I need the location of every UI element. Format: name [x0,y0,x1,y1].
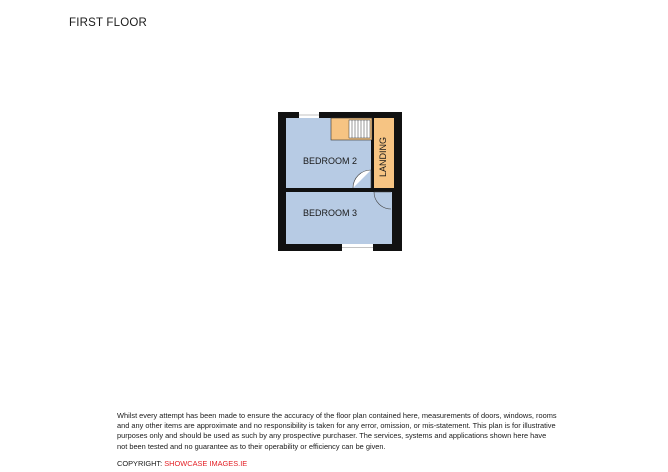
copyright-brand: SHOWCASE IMAGES.IE [164,459,248,468]
bedroom-3-label: BEDROOM 3 [302,208,358,218]
internal-wall-landing [372,188,392,192]
internal-wall-horizontal [286,188,372,192]
internal-wall-vertical [371,140,374,188]
copyright-prefix: COPYRIGHT: [117,459,165,468]
landing-label: LANDING [378,136,388,178]
staircase [331,118,372,140]
copyright-notice [117,459,247,468]
disclaimer-text: Whilst every attempt has been made to ensure the accuracy of the floor plan contained here, measurements of doors, windows, rooms and any other items are approximate and no responsibility is taken for any error, omission, or mis-statement. This plan is for illustrative purposes only and should be used as such by any prospective purchaser. The services, systems and applications shown here have not been tested and no guarantee as to their operability or efficiency can be given. [117,411,557,451]
floor-title: FIRST FLOOR [69,17,148,29]
bedroom-2-label: BEDROOM 2 [302,156,358,166]
internal-wall-right [392,188,396,213]
